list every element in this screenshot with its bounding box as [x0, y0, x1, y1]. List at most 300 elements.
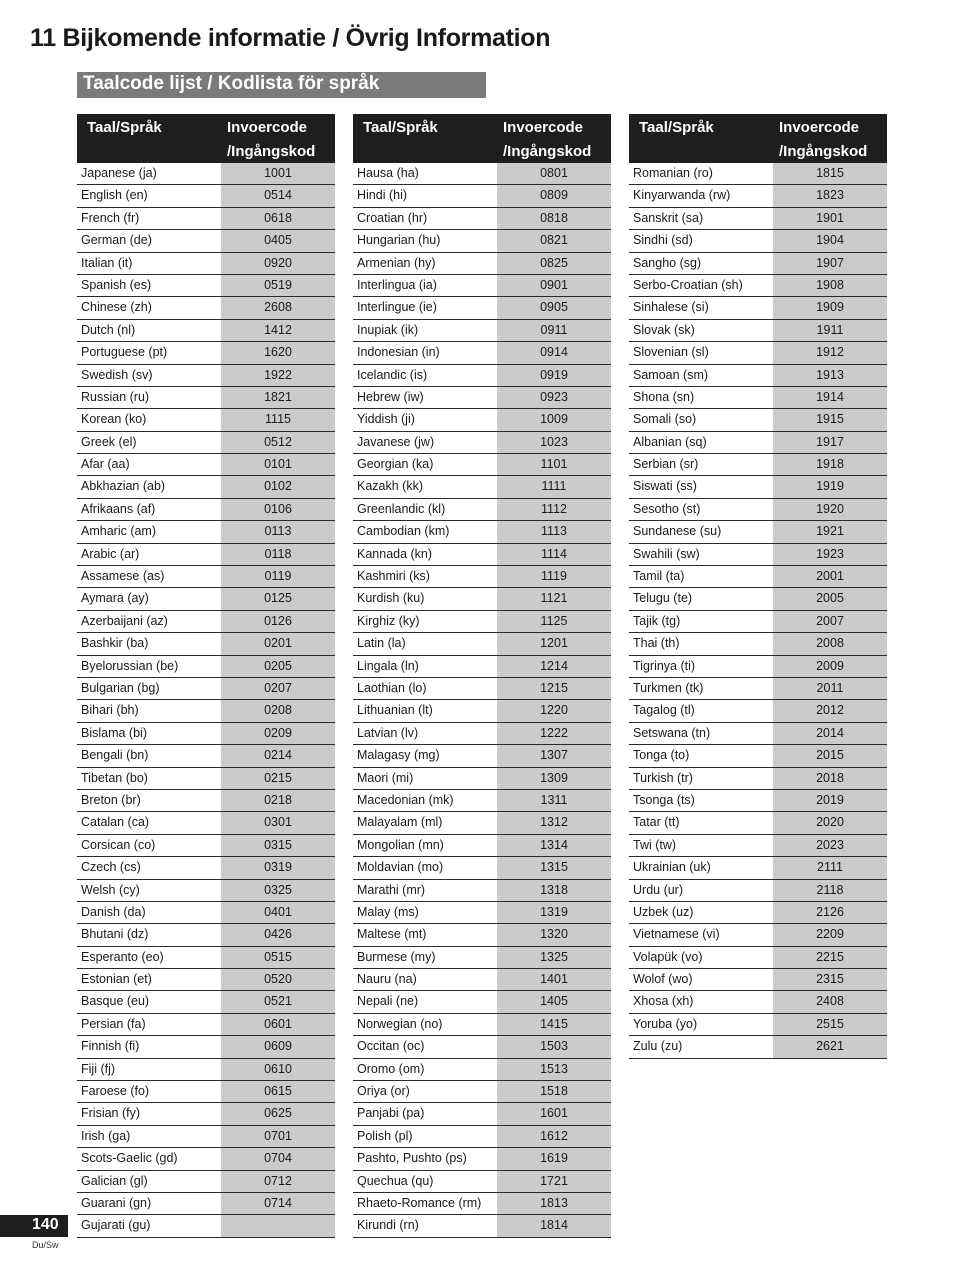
language-name: Sindhi (sd)	[629, 230, 773, 251]
table-row	[77, 230, 335, 252]
language-name: Swahili (sw)	[629, 544, 773, 565]
table-row	[353, 320, 611, 342]
table-row	[629, 768, 887, 790]
language-code: 0712	[221, 1171, 335, 1192]
table-row	[77, 320, 335, 342]
language-code: 1814	[497, 1215, 611, 1236]
language-code: 1918	[773, 454, 887, 475]
language-name: Yoruba (yo)	[629, 1014, 773, 1035]
language-name: Bashkir (ba)	[77, 633, 221, 654]
table-body	[77, 163, 335, 1238]
language-name: Assamese (as)	[77, 566, 221, 587]
language-code: 2408	[773, 991, 887, 1012]
table-row	[353, 163, 611, 185]
language-code: 0102	[221, 476, 335, 497]
language-name: Inupiak (ik)	[353, 320, 497, 341]
language-name: Turkish (tr)	[629, 768, 773, 789]
table-row	[77, 365, 335, 387]
language-code: 0625	[221, 1103, 335, 1124]
language-code: 0919	[497, 365, 611, 386]
language-name: Volapük (vo)	[629, 947, 773, 968]
language-code: 1113	[497, 521, 611, 542]
table-row	[353, 633, 611, 655]
language-code: 1518	[497, 1081, 611, 1102]
table-header	[629, 114, 887, 163]
language-name: Basque (eu)	[77, 991, 221, 1012]
table-row	[77, 253, 335, 275]
language-name: Estonian (et)	[77, 969, 221, 990]
language-code: 0512	[221, 432, 335, 453]
table-row	[77, 544, 335, 566]
table-row	[629, 297, 887, 319]
language-code: 1917	[773, 432, 887, 453]
table-row	[77, 521, 335, 543]
language-code: 1914	[773, 387, 887, 408]
table-row	[629, 454, 887, 476]
header-language: Taal/Språk	[363, 119, 438, 136]
language-name: Bulgarian (bg)	[77, 678, 221, 699]
table-row	[353, 745, 611, 767]
table-row	[77, 499, 335, 521]
table-row	[353, 678, 611, 700]
language-code: 2015	[773, 745, 887, 766]
language-code: 1619	[497, 1148, 611, 1169]
table-header	[353, 114, 611, 163]
table-row	[353, 342, 611, 364]
language-code: 1319	[497, 902, 611, 923]
language-code: 1214	[497, 656, 611, 677]
language-code: 2005	[773, 588, 887, 609]
language-code: 1111	[497, 476, 611, 497]
language-name: Kirundi (rn)	[353, 1215, 497, 1236]
language-name: Finnish (fi)	[77, 1036, 221, 1057]
language-code-table-2	[353, 114, 611, 1238]
table-row	[353, 1036, 611, 1058]
table-row	[77, 297, 335, 319]
language-code: 1921	[773, 521, 887, 542]
language-name: Sangho (sg)	[629, 253, 773, 274]
table-row	[77, 969, 335, 991]
language-name: Panjabi (pa)	[353, 1103, 497, 1124]
language-name: Hindi (hi)	[353, 185, 497, 206]
language-code: 0126	[221, 611, 335, 632]
language-code: 0515	[221, 947, 335, 968]
language-code: 1001	[221, 163, 335, 184]
language-code: 1620	[221, 342, 335, 363]
language-code: 0704	[221, 1148, 335, 1169]
language-name: Sundanese (su)	[629, 521, 773, 542]
table-row	[353, 1081, 611, 1103]
language-name: Tatar (tt)	[629, 812, 773, 833]
language-code: 2014	[773, 723, 887, 744]
language-name: Tamil (ta)	[629, 566, 773, 587]
language-name: Guarani (gn)	[77, 1193, 221, 1214]
language-code: 1412	[221, 320, 335, 341]
language-code: 1913	[773, 365, 887, 386]
table-row	[77, 1193, 335, 1215]
language-name: Scots-Gaelic (gd)	[77, 1148, 221, 1169]
language-code: 1405	[497, 991, 611, 1012]
language-name: French (fr)	[77, 208, 221, 229]
table-row	[629, 185, 887, 207]
language-code: 1201	[497, 633, 611, 654]
language-name: Kinyarwanda (rw)	[629, 185, 773, 206]
language-code	[221, 1215, 335, 1236]
language-code: 1009	[497, 409, 611, 430]
language-name: Aymara (ay)	[77, 588, 221, 609]
language-code: 1119	[497, 566, 611, 587]
table-row	[629, 566, 887, 588]
table-row	[353, 521, 611, 543]
language-code-table-1	[77, 114, 335, 1238]
language-name: Bengali (bn)	[77, 745, 221, 766]
table-row	[629, 387, 887, 409]
table-row	[77, 476, 335, 498]
table-row	[353, 588, 611, 610]
language-name: Pashto, Pushto (ps)	[353, 1148, 497, 1169]
language-name: Amharic (am)	[77, 521, 221, 542]
table-row	[353, 790, 611, 812]
language-name: Greek (el)	[77, 432, 221, 453]
language-code: 0821	[497, 230, 611, 251]
language-name: Azerbaijani (az)	[77, 611, 221, 632]
table-row	[353, 1014, 611, 1036]
language-name: Lingala (ln)	[353, 656, 497, 677]
language-code: 0209	[221, 723, 335, 744]
table-row	[629, 991, 887, 1013]
table-row	[77, 454, 335, 476]
table-row	[77, 924, 335, 946]
language-code: 1908	[773, 275, 887, 296]
language-code: 1318	[497, 880, 611, 901]
language-name: Wolof (wo)	[629, 969, 773, 990]
language-name: Telugu (te)	[629, 588, 773, 609]
table-row	[77, 1148, 335, 1170]
language-code: 0818	[497, 208, 611, 229]
language-name: Cambodian (km)	[353, 521, 497, 542]
language-code: 1314	[497, 835, 611, 856]
table-row	[77, 633, 335, 655]
language-code: 1415	[497, 1014, 611, 1035]
language-name: Albanian (sq)	[629, 432, 773, 453]
language-code: 1312	[497, 812, 611, 833]
language-code: 0218	[221, 790, 335, 811]
language-name: Siswati (ss)	[629, 476, 773, 497]
language-name: Serbian (sr)	[629, 454, 773, 475]
language-code: 2007	[773, 611, 887, 632]
language-name: Interlingua (ia)	[353, 275, 497, 296]
language-name: Indonesian (in)	[353, 342, 497, 363]
language-code: 0325	[221, 880, 335, 901]
table-row	[353, 969, 611, 991]
table-row	[77, 723, 335, 745]
language-code: 2012	[773, 700, 887, 721]
table-row	[353, 499, 611, 521]
table-row	[629, 857, 887, 879]
table-row	[629, 1036, 887, 1058]
language-code: 0319	[221, 857, 335, 878]
table-row	[629, 745, 887, 767]
language-name: Italian (it)	[77, 253, 221, 274]
language-name: Georgian (ka)	[353, 454, 497, 475]
language-code: 1513	[497, 1059, 611, 1080]
language-code: 0801	[497, 163, 611, 184]
language-name: Korean (ko)	[77, 409, 221, 430]
language-name: Urdu (ur)	[629, 880, 773, 901]
language-code: 1815	[773, 163, 887, 184]
language-name: Welsh (cy)	[77, 880, 221, 901]
language-name: Kirghiz (ky)	[353, 611, 497, 632]
language-code: 1920	[773, 499, 887, 520]
language-code: 1401	[497, 969, 611, 990]
language-code: 0521	[221, 991, 335, 1012]
language-code: 1101	[497, 454, 611, 475]
language-code: 1907	[773, 253, 887, 274]
language-name: Nepali (ne)	[353, 991, 497, 1012]
header-code-sub: /Ingångskod	[227, 143, 316, 160]
language-name: Polish (pl)	[353, 1126, 497, 1147]
table-row	[629, 432, 887, 454]
header-code: Invoercode	[227, 119, 308, 136]
language-code: 0113	[221, 521, 335, 542]
language-name: Dutch (nl)	[77, 320, 221, 341]
language-code: 2215	[773, 947, 887, 968]
language-code: 1721	[497, 1171, 611, 1192]
language-code: 0207	[221, 678, 335, 699]
table-row	[353, 880, 611, 902]
header-code-sub: /Ingångskod	[503, 143, 592, 160]
table-row	[353, 275, 611, 297]
table-row	[77, 835, 335, 857]
language-name: Esperanto (eo)	[77, 947, 221, 968]
language-name: Frisian (fy)	[77, 1103, 221, 1124]
language-code: 1612	[497, 1126, 611, 1147]
language-name: Romanian (ro)	[629, 163, 773, 184]
language-code: 0205	[221, 656, 335, 677]
language-name: Lithuanian (lt)	[353, 700, 497, 721]
language-name: Ukrainian (uk)	[629, 857, 773, 878]
table-row	[629, 365, 887, 387]
language-code: 1813	[497, 1193, 611, 1214]
header-language: Taal/Språk	[639, 119, 714, 136]
language-name: Sanskrit (sa)	[629, 208, 773, 229]
language-code: 0315	[221, 835, 335, 856]
language-code: 0701	[221, 1126, 335, 1147]
language-name: Malayalam (ml)	[353, 812, 497, 833]
language-code: 0923	[497, 387, 611, 408]
table-row	[353, 947, 611, 969]
language-name: Tagalog (tl)	[629, 700, 773, 721]
language-name: Latin (la)	[353, 633, 497, 654]
table-row	[77, 1036, 335, 1058]
language-code: 1915	[773, 409, 887, 430]
language-code: 1112	[497, 499, 611, 520]
table-row	[353, 1148, 611, 1170]
language-name: Macedonian (mk)	[353, 790, 497, 811]
language-name: Marathi (mr)	[353, 880, 497, 901]
language-code: 2011	[773, 678, 887, 699]
table-row	[353, 297, 611, 319]
language-code: 1909	[773, 297, 887, 318]
page-title: 11 Bijkomende informatie / Övrig Information	[30, 24, 551, 52]
language-code: 0809	[497, 185, 611, 206]
table-row	[353, 544, 611, 566]
language-name: Sinhalese (si)	[629, 297, 773, 318]
table-row	[77, 678, 335, 700]
header-language: Taal/Språk	[87, 119, 162, 136]
language-name: Sesotho (st)	[629, 499, 773, 520]
table-row	[629, 924, 887, 946]
table-row	[353, 365, 611, 387]
table-row	[629, 253, 887, 275]
language-code: 0519	[221, 275, 335, 296]
table-row	[629, 835, 887, 857]
table-row	[353, 700, 611, 722]
language-name: Interlingue (ie)	[353, 297, 497, 318]
language-name: Icelandic (is)	[353, 365, 497, 386]
table-row	[77, 275, 335, 297]
table-row	[77, 208, 335, 230]
language-name: Burmese (my)	[353, 947, 497, 968]
table-row	[353, 1171, 611, 1193]
footer-language-code: Du/Sw	[32, 1240, 59, 1250]
language-code: 1121	[497, 588, 611, 609]
language-code: 0426	[221, 924, 335, 945]
language-name: Tigrinya (ti)	[629, 656, 773, 677]
table-row	[77, 611, 335, 633]
language-name: Faroese (fo)	[77, 1081, 221, 1102]
language-code: 1922	[221, 365, 335, 386]
language-code: 0106	[221, 499, 335, 520]
language-name: English (en)	[77, 185, 221, 206]
language-code: 1919	[773, 476, 887, 497]
section-heading: Taalcode lijst / Kodlista för språk	[83, 73, 380, 94]
language-name: Shona (sn)	[629, 387, 773, 408]
table-row	[629, 723, 887, 745]
language-code: 1220	[497, 700, 611, 721]
language-name: Tajik (tg)	[629, 611, 773, 632]
language-name: Hausa (ha)	[353, 163, 497, 184]
language-code: 1309	[497, 768, 611, 789]
table-row	[77, 432, 335, 454]
language-name: Hungarian (hu)	[353, 230, 497, 251]
language-name: Japanese (ja)	[77, 163, 221, 184]
table-row	[353, 991, 611, 1013]
language-name: Javanese (jw)	[353, 432, 497, 453]
language-code: 0825	[497, 253, 611, 274]
table-row	[77, 387, 335, 409]
table-row	[629, 880, 887, 902]
table-row	[629, 656, 887, 678]
table-row	[629, 633, 887, 655]
language-name: Laothian (lo)	[353, 678, 497, 699]
language-code: 0609	[221, 1036, 335, 1057]
table-row	[629, 790, 887, 812]
language-name: Slovenian (sl)	[629, 342, 773, 363]
table-row	[629, 678, 887, 700]
language-code: 0920	[221, 253, 335, 274]
language-name: Kurdish (ku)	[353, 588, 497, 609]
language-name: Tonga (to)	[629, 745, 773, 766]
table-row	[629, 969, 887, 991]
language-name: Catalan (ca)	[77, 812, 221, 833]
language-name: Breton (br)	[77, 790, 221, 811]
language-code: 1923	[773, 544, 887, 565]
table-row	[353, 1215, 611, 1237]
table-row	[629, 476, 887, 498]
language-code: 0401	[221, 902, 335, 923]
language-code: 0118	[221, 544, 335, 565]
language-name: Armenian (hy)	[353, 253, 497, 274]
language-name: Malagasy (mg)	[353, 745, 497, 766]
table-row	[353, 409, 611, 431]
language-name: Yiddish (ji)	[353, 409, 497, 430]
table-row	[353, 208, 611, 230]
table-row	[629, 320, 887, 342]
language-code: 0618	[221, 208, 335, 229]
table-row	[77, 185, 335, 207]
language-name: Kannada (kn)	[353, 544, 497, 565]
language-name: Latvian (lv)	[353, 723, 497, 744]
language-name: Somali (so)	[629, 409, 773, 430]
table-row	[77, 880, 335, 902]
table-row	[77, 857, 335, 879]
language-code: 0201	[221, 633, 335, 654]
language-code: 1023	[497, 432, 611, 453]
language-name: Nauru (na)	[353, 969, 497, 990]
language-code: 0125	[221, 588, 335, 609]
language-name: Spanish (es)	[77, 275, 221, 296]
table-row	[353, 835, 611, 857]
language-code: 1311	[497, 790, 611, 811]
language-name: Czech (cs)	[77, 857, 221, 878]
language-code: 1215	[497, 678, 611, 699]
language-code: 1320	[497, 924, 611, 945]
table-row	[629, 812, 887, 834]
table-row	[353, 656, 611, 678]
language-name: Mongolian (mn)	[353, 835, 497, 856]
table-row	[77, 947, 335, 969]
language-name: Byelorussian (be)	[77, 656, 221, 677]
table-row	[629, 342, 887, 364]
language-code: 1222	[497, 723, 611, 744]
language-code: 1315	[497, 857, 611, 878]
language-code: 2118	[773, 880, 887, 901]
table-row	[353, 1193, 611, 1215]
language-name: Maori (mi)	[353, 768, 497, 789]
table-row	[77, 656, 335, 678]
table-row	[629, 208, 887, 230]
table-row	[629, 409, 887, 431]
language-code: 1115	[221, 409, 335, 430]
table-row	[629, 902, 887, 924]
table-row	[629, 521, 887, 543]
language-name: Turkmen (tk)	[629, 678, 773, 699]
language-name: Abkhazian (ab)	[77, 476, 221, 497]
language-code: 1125	[497, 611, 611, 632]
table-row	[629, 544, 887, 566]
language-code: 1823	[773, 185, 887, 206]
language-name: German (de)	[77, 230, 221, 251]
language-code: 0119	[221, 566, 335, 587]
header-code: Invoercode	[503, 119, 584, 136]
language-code: 1114	[497, 544, 611, 565]
table-row	[353, 253, 611, 275]
language-code: 0520	[221, 969, 335, 990]
table-row	[77, 1081, 335, 1103]
table-row	[353, 432, 611, 454]
table-row	[77, 163, 335, 185]
